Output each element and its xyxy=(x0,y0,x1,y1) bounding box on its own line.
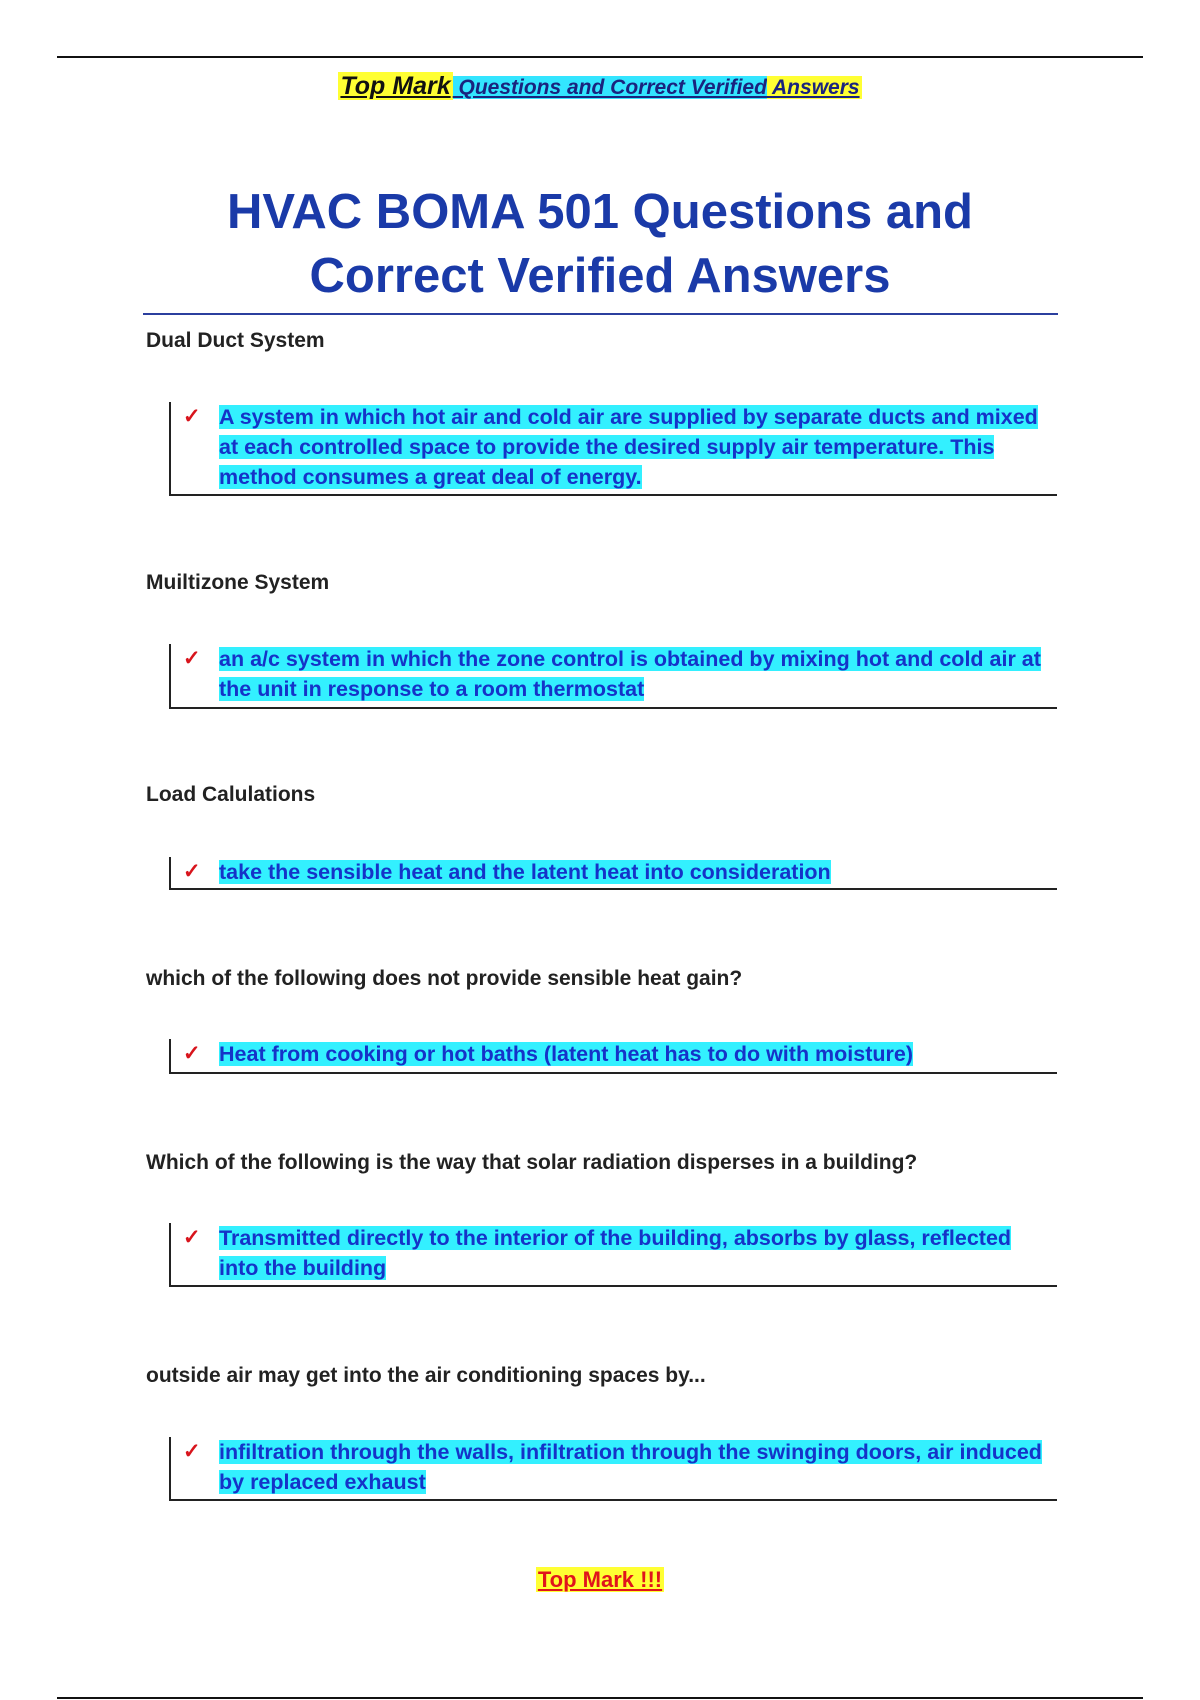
answer-box-4 xyxy=(169,1039,1057,1074)
top-rule xyxy=(57,56,1143,58)
header-top-mark: Top Mark xyxy=(340,72,451,100)
answer-box-6 xyxy=(169,1437,1057,1501)
answer-5: Transmitted directly to the interior of the building, absorbs by glass, reflected into the building xyxy=(219,1226,1012,1280)
answer-box-1 xyxy=(169,402,1057,496)
answer-box-5 xyxy=(169,1223,1057,1287)
question-4: which of the following does not provide sensible heat gain? xyxy=(146,967,743,990)
header-answers-text: Answers xyxy=(767,76,862,99)
answer-1: A system in which hot air and cold air are supplied by separate ducts and mixed at each controlled space to provide the desired supply air temperature. This method consumes a great deal of energy. xyxy=(219,405,1038,489)
question-3: Load Calulations xyxy=(146,783,316,806)
document-title: HVAC BOMA 501 Questions and Correct Verified Answers xyxy=(226,185,973,303)
checkmark-icon: ✓ xyxy=(183,1226,201,1249)
header-banner xyxy=(0,72,1200,101)
header-questions-text: Questions and Correct Verified xyxy=(453,76,767,99)
checkmark-icon: ✓ xyxy=(183,647,201,670)
question-6: outside air may get into the air conditioning spaces by... xyxy=(146,1364,706,1387)
answer-4: Heat from cooking or hot baths (latent heat has to do with moisture) xyxy=(219,1042,914,1066)
title-underline xyxy=(143,313,1058,315)
question-2: Muiltizone System xyxy=(146,571,330,594)
answer-3: take the sensible heat and the latent heat into consideration xyxy=(219,860,831,884)
checkmark-icon: ✓ xyxy=(183,1440,201,1463)
answer-2: an a/c system in which the zone control is obtained by mixing hot and cold air at the unit in response to a room thermostat xyxy=(219,647,1041,701)
checkmark-icon: ✓ xyxy=(183,1042,201,1065)
footer-top-mark: Top Mark !!! xyxy=(537,1567,663,1592)
checkmark-icon: ✓ xyxy=(183,860,201,883)
answer-box-2 xyxy=(169,644,1057,709)
question-5: Which of the following is the way that solar radiation disperses in a building? xyxy=(146,1151,918,1174)
checkmark-icon: ✓ xyxy=(183,405,201,428)
question-1: Dual Duct System xyxy=(146,329,325,352)
bottom-rule xyxy=(57,1697,1143,1699)
answer-6: infiltration through the walls, infiltration through the swinging doors, air induced by replaced exhaust xyxy=(219,1440,1042,1494)
answer-box-3 xyxy=(169,857,1057,890)
